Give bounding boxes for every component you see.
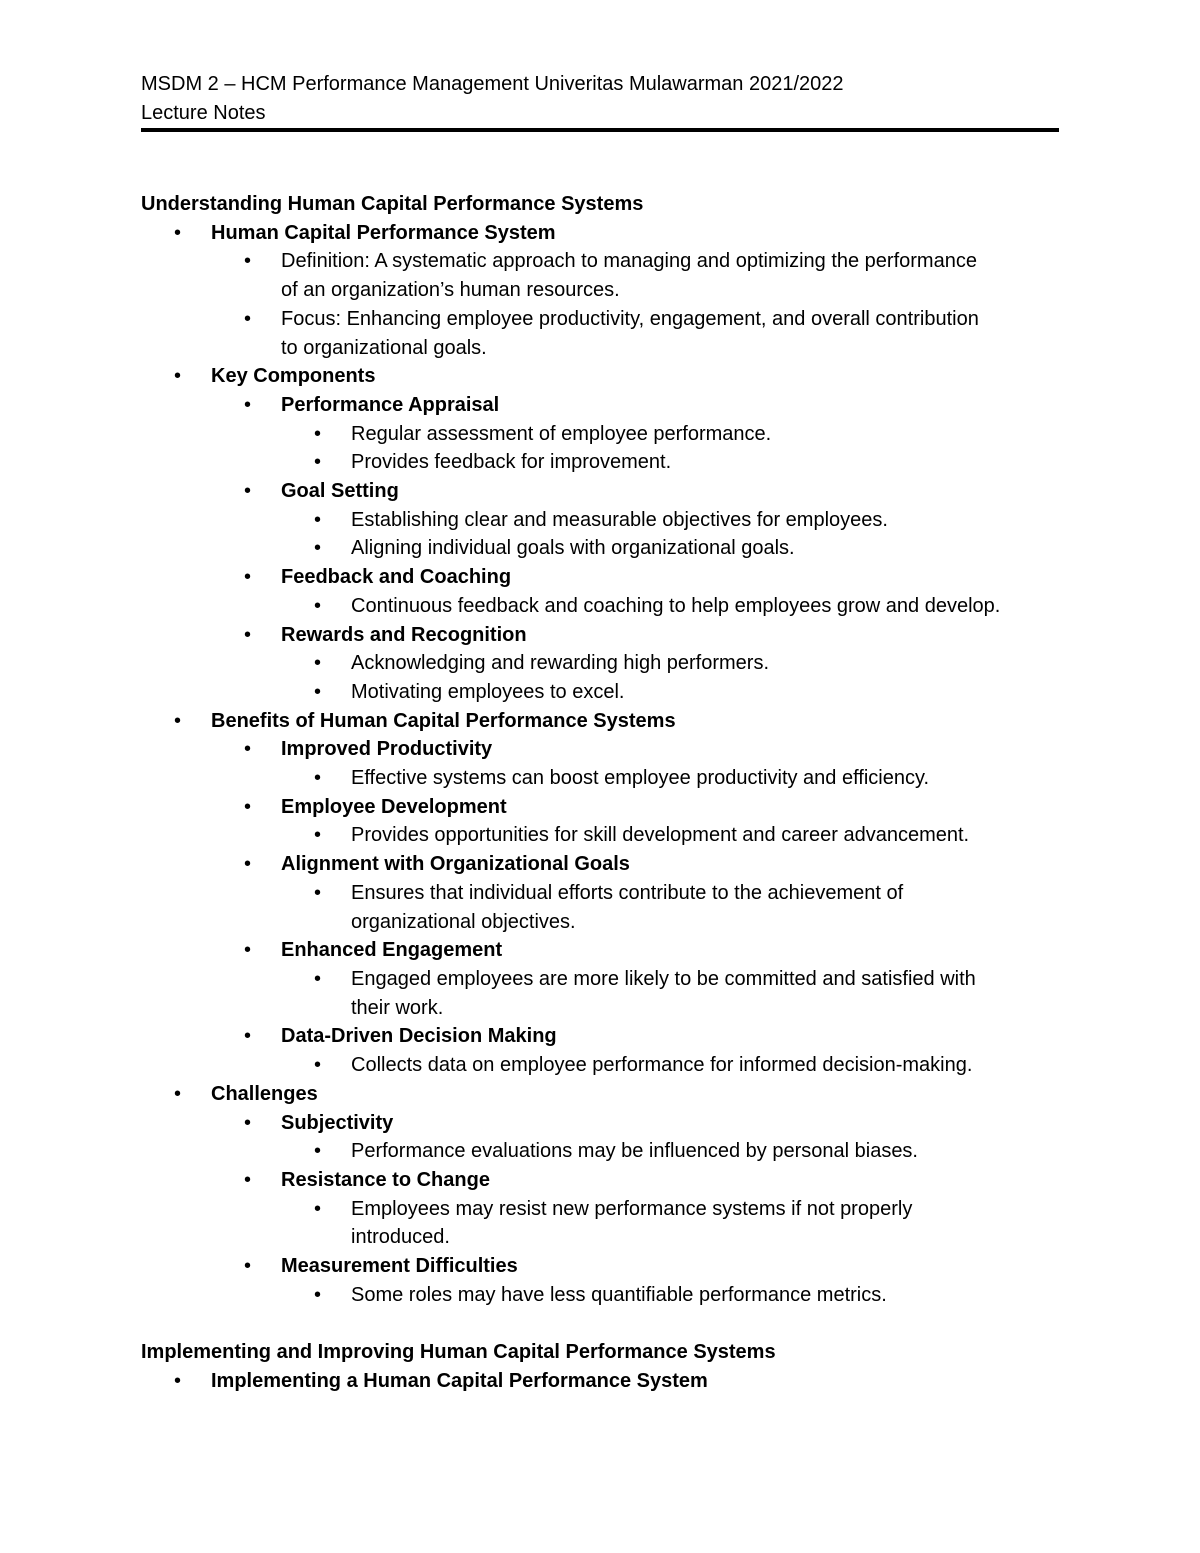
bullet-icon: • [244, 1111, 252, 1134]
heading-implementing: Implementing a Human Capital Performance System [211, 1369, 708, 1392]
outline-level-2 [211, 735, 1059, 1079]
outline-level-3 [281, 649, 1059, 706]
list-item [281, 592, 1059, 621]
item-text: Collects data on employee performance for informed decision-making. [351, 1054, 973, 1077]
item-text: Aligning individual goals with organizational goals. [351, 537, 795, 560]
bullet-icon: • [314, 422, 322, 445]
subheading-development: Employee Development [281, 795, 507, 818]
bullet-icon: • [314, 594, 322, 617]
definition-line-2: of an organization’s human resources. [281, 279, 620, 302]
header-course-title: MSDM 2 – HCM Performance Management Univeritas Mulawarman 2021/2022 [141, 73, 844, 95]
outline-level-3 [281, 764, 1059, 793]
heading-hcps: Human Capital Performance System [211, 221, 556, 244]
list-item [141, 362, 1059, 706]
list-item [211, 1022, 1059, 1079]
subheading-measurement: Measurement Difficulties [281, 1255, 518, 1278]
bullet-icon: • [314, 652, 322, 675]
bullet-icon: • [314, 824, 322, 847]
list-item [211, 1109, 1059, 1166]
bullet-icon: • [244, 393, 252, 416]
list-item [211, 936, 1059, 1022]
bullet-icon: • [244, 480, 252, 503]
bullet-icon: • [244, 250, 252, 273]
item-text-line-1: Ensures that individual efforts contribute to the achievement of [351, 881, 904, 904]
bullet-icon: • [244, 853, 252, 876]
item-text: Provides opportunities for skill development and career advancement. [351, 824, 970, 847]
outline-level-1 [141, 219, 1059, 1310]
bullet-icon: • [244, 1168, 252, 1191]
heading-challenges: Challenges [211, 1082, 318, 1105]
list-item [281, 1195, 1059, 1252]
bullet-icon: • [314, 1283, 322, 1306]
list-item [211, 391, 1059, 477]
item-text: Establishing clear and measurable objectives for employees. [351, 508, 888, 531]
lecture-content [141, 190, 1059, 1396]
list-item [281, 649, 1059, 678]
outline-level-3 [281, 879, 1059, 936]
list-item [281, 821, 1059, 850]
item-text-line-1: Engaged employees are more likely to be committed and satisfied with [351, 967, 976, 990]
outline-level-3 [281, 821, 1059, 850]
subheading-alignment: Alignment with Organizational Goals [281, 853, 630, 876]
bullet-icon: • [314, 967, 322, 990]
bullet-icon: • [244, 307, 252, 330]
header-subtitle: Lecture Notes [141, 102, 266, 124]
list-item [211, 621, 1059, 707]
header-divider [141, 128, 1059, 132]
section-title-implementing: Implementing and Improving Human Capital Performance Systems [141, 1341, 776, 1364]
item-text: Performance evaluations may be influenced by personal biases. [351, 1140, 918, 1163]
list-item [281, 678, 1059, 707]
bullet-icon: • [314, 1054, 322, 1077]
list-item [281, 420, 1059, 449]
outline-level-2 [211, 391, 1059, 707]
subheading-subjectivity: Subjectivity [281, 1111, 394, 1134]
list-item [211, 793, 1059, 850]
list-item [281, 879, 1059, 936]
list-item [141, 707, 1059, 1080]
item-text-line-2: organizational objectives. [351, 910, 576, 933]
bullet-icon: • [174, 1082, 182, 1105]
list-item [141, 219, 1059, 363]
bullet-icon: • [314, 1197, 322, 1220]
list-item [281, 764, 1059, 793]
list-item [281, 1137, 1059, 1166]
item-text-line-1: Employees may resist new performance systems if not properly [351, 1197, 913, 1220]
list-item [211, 247, 1059, 304]
bullet-icon: • [314, 1140, 322, 1163]
bullet-icon: • [314, 508, 322, 531]
item-text: Some roles may have less quantifiable performance metrics. [351, 1283, 887, 1306]
outline-level-3 [281, 1195, 1059, 1252]
outline-level-3 [281, 420, 1059, 477]
subheading-appraisal: Performance Appraisal [281, 393, 500, 416]
section-title-understanding: Understanding Human Capital Performance Systems [141, 193, 644, 215]
list-item [281, 1051, 1059, 1080]
list-item [281, 448, 1059, 477]
item-text: Motivating employees to excel. [351, 680, 625, 703]
item-text: Regular assessment of employee performance. [351, 422, 772, 445]
outline-level-2 [211, 1109, 1059, 1310]
bullet-icon: • [244, 566, 252, 589]
list-item [211, 850, 1059, 936]
definition-line-1: Definition: A systematic approach to managing and optimizing the performance [281, 250, 977, 273]
bullet-icon: • [174, 221, 182, 244]
bullet-icon: • [244, 738, 252, 761]
bullet-icon: • [244, 1255, 252, 1278]
outline-level-3 [281, 1137, 1059, 1166]
bullet-icon: • [174, 365, 182, 388]
heading-benefits: Benefits of Human Capital Performance Systems [211, 709, 676, 732]
bullet-icon: • [244, 795, 252, 818]
subheading-engagement: Enhanced Engagement [281, 939, 503, 962]
heading-key-components: Key Components [211, 365, 376, 388]
item-text: Continuous feedback and coaching to help employees grow and develop. [351, 594, 1001, 617]
subheading-resistance: Resistance to Change [281, 1168, 490, 1191]
list-item [211, 1252, 1059, 1309]
bullet-icon: • [244, 1025, 252, 1048]
bullet-icon: • [314, 767, 322, 790]
list-item [281, 965, 1059, 1022]
page-header [141, 70, 1059, 128]
list-item [141, 1080, 1059, 1310]
bullet-icon: • [244, 939, 252, 962]
subheading-productivity: Improved Productivity [281, 738, 493, 761]
list-item [211, 477, 1059, 563]
bullet-icon: • [314, 881, 322, 904]
outline-level-1 [141, 1367, 1059, 1396]
bullet-icon: • [174, 709, 182, 732]
subheading-feedback: Feedback and Coaching [281, 566, 512, 589]
list-item [281, 506, 1059, 535]
list-item [281, 534, 1059, 563]
subheading-goal-setting: Goal Setting [281, 480, 399, 503]
outline-level-3 [281, 1051, 1059, 1080]
list-item [211, 1166, 1059, 1252]
item-text-line-2: their work. [351, 996, 444, 1019]
focus-line-1: Focus: Enhancing employee productivity, engagement, and overall contribution [281, 307, 979, 330]
item-text: Effective systems can boost employee productivity and efficiency. [351, 767, 930, 790]
bullet-icon: • [174, 1369, 182, 1392]
outline-level-2 [211, 247, 1059, 362]
outline-level-3 [281, 592, 1059, 621]
subheading-rewards: Rewards and Recognition [281, 623, 527, 646]
outline-level-3 [281, 506, 1059, 563]
list-item [211, 735, 1059, 792]
focus-line-2: to organizational goals. [281, 336, 487, 359]
item-text: Acknowledging and rewarding high performers. [351, 652, 770, 675]
list-item [211, 305, 1059, 362]
bullet-icon: • [314, 537, 322, 560]
bullet-icon: • [244, 623, 252, 646]
subheading-data-driven: Data-Driven Decision Making [281, 1025, 557, 1048]
outline-level-3 [281, 965, 1059, 1022]
item-text: Provides feedback for improvement. [351, 451, 672, 474]
outline-level-3 [281, 1281, 1059, 1310]
list-item [281, 1281, 1059, 1310]
bullet-icon: • [314, 680, 322, 703]
list-item [141, 1367, 1059, 1396]
bullet-icon: • [314, 451, 322, 474]
item-text-line-2: introduced. [351, 1226, 450, 1249]
list-item [211, 563, 1059, 620]
